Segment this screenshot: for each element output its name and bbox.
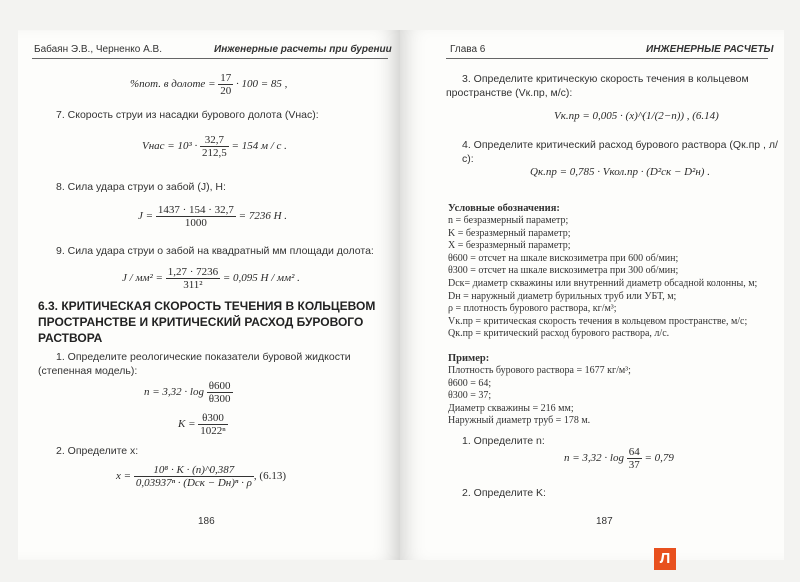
legend-title: Условные обозначения:: [448, 203, 560, 214]
legend-item: ρ = плотность бурового раствора, кг/м³;: [448, 303, 617, 315]
example-item: Наружный диаметр труб = 178 м.: [448, 415, 591, 427]
publisher-logo-icon: Л: [654, 548, 676, 570]
example-list: [448, 365, 774, 428]
example-item: Плотность бурового раствора = 1677 кг/м³;: [448, 365, 631, 376]
step-2: 2. Определите x:: [56, 445, 139, 457]
step-3: 3. Определите критическую скорость течения в кольцевом пространстве (Vк.пр, м/с):: [446, 73, 749, 99]
header-chapter: Глава 6: [450, 44, 486, 55]
legend-item: Dн = наружный диаметр бурильных труб или УБТ, м;: [448, 290, 677, 302]
legend-item: Vк.пр = критическая скорость течения в кольцевом пространстве, м/с;: [448, 315, 748, 327]
header-title: ИНЖЕНЕРНЫЕ РАСЧЕТЫ: [646, 44, 774, 55]
formula-impact-force: J = $\frac{1437 \cdot 154 \cdot 32,7}{1000}$ = 7236 H .: [138, 204, 288, 229]
header-rule: [446, 58, 768, 59]
example-step-2: 2. Определите K:: [462, 487, 546, 499]
formula-jet-velocity: Vнас = 10³ · $\frac{32,7}{212,5}$ = 154 м / с .: [142, 134, 287, 159]
example-title: Пример:: [448, 353, 490, 364]
legend-item: Qк.пр = критический расход бурового раствора, л/с.: [448, 328, 670, 340]
formula-impact-per-mm: J / мм² = $\frac{1,27 \cdot 7236}{\text{311²}}$ = 0,095 H / мм² .: [122, 266, 300, 291]
step-1: 1. Определите реологические показатели буровой жидкости (степенная модель):: [38, 351, 351, 377]
example-step-1: 1. Определите n:: [462, 435, 545, 447]
formula-x: x = $\frac{\text{10⁸ · K · (n)\textasciicircum{}0,387}}{\text{0,03937ⁿ · (Dск − Dн)ⁿ · ρ}}$ , (6.13): [116, 464, 286, 489]
right-page: [400, 30, 784, 560]
header-title: Инженерные расчеты при бурении: [214, 44, 392, 55]
example-item: θ600 = 64;: [448, 377, 492, 389]
page-number: 187: [596, 516, 613, 527]
item-9: 9. Сила удара струи о забой на квадратный мм площади долота:: [56, 245, 374, 257]
formula-percent-loss: %пот. в долоте = $\frac{17}{20}$ · 100 = 85 ,: [130, 72, 288, 97]
formula-n: n = 3,32 · log $\frac{\theta 600}{\theta 300}$: [144, 380, 231, 405]
formula-k: K = $\frac{\theta 300}{\text{1022ⁿ}}$: [178, 412, 226, 437]
legend-item: n = безразмерный параметр;: [448, 215, 569, 226]
section-heading: 6.3. КРИТИЧЕСКАЯ СКОРОСТЬ ТЕЧЕНИЯ В КОЛЬЦЕВОМ ПРОСТРАНСТВЕ И КРИТИЧЕСКИЙ РАСХОД БУРОВОГО РАСТВОРА: [38, 299, 376, 345]
formula-critical-velocity: Vк.пр = 0,005 · (x)^(1/(2−n)) , (6.14): [554, 110, 719, 122]
legend-item: θ600 = отсчет на шкале вискозиметра при 600 об/мин;: [448, 252, 679, 264]
example-item: Диаметр скважины = 216 мм;: [448, 402, 574, 414]
left-page: [18, 30, 400, 560]
page-number: 186: [198, 516, 215, 527]
legend-list: [448, 215, 774, 341]
legend-item: X = безразмерный параметр;: [448, 240, 571, 252]
header-rule: [32, 58, 388, 59]
item-7: 7. Скорость струи из насадки бурового долота (Vнас):: [56, 109, 319, 121]
legend-item: θ300 = отсчет на шкале вискозиметра при 300 об/мин;: [448, 265, 679, 277]
item-8: 8. Сила удара струи о забой (J), Н:: [56, 181, 226, 193]
example-item: θ300 = 37;: [448, 390, 492, 402]
formula-critical-flow: Qк.пр = 0,785 · Vкол.пр · (D²ск − D²н) .: [530, 166, 710, 178]
legend-item: K = безразмерный параметр;: [448, 227, 571, 239]
step-4: 4. Определите критический расход бурового раствора (Qк.пр , л/с):: [462, 139, 778, 165]
legend-item: Dск= диаметр скважины или внутренний диаметр обсадной колонны, м;: [448, 277, 758, 289]
header-authors: Бабаян Э.В., Черненко А.В.: [34, 44, 162, 55]
formula-n-example: n = 3,32 · log $\frac{64}{37}$ = 0,79: [564, 446, 674, 471]
